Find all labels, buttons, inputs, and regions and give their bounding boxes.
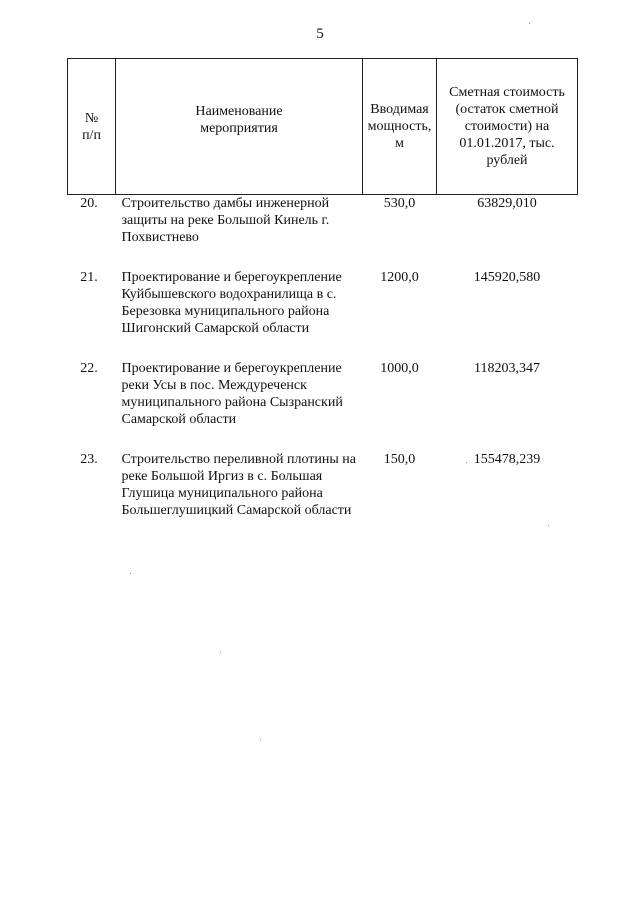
table-row — [68, 360, 578, 451]
row-number: 23. — [80, 452, 98, 467]
row-power: 1000,0 — [380, 361, 419, 376]
scan-speck — [220, 652, 221, 653]
page-number: 5 — [316, 26, 324, 42]
row-number: 21. — [80, 270, 98, 285]
scan-speck — [466, 462, 467, 463]
row-power: 530,0 — [383, 196, 416, 211]
row-cost: 63829,010 — [477, 196, 537, 211]
scan-speck — [130, 573, 131, 574]
table-row — [68, 451, 578, 542]
table-row — [68, 195, 578, 270]
header-name: Наименование мероприятия — [116, 59, 363, 195]
table-header — [68, 59, 578, 195]
scan-speck — [548, 525, 549, 526]
row-name: Проектирование и берегоукрепление Куйбышевского водохранилища в с. Березовка муниципального района Шигонский Самарской области — [121, 270, 342, 336]
scan-speck — [529, 23, 530, 24]
row-cost: 118203,347 — [474, 361, 540, 376]
header-num: № п/п — [68, 59, 116, 195]
header-power: Вводимая мощность, м — [363, 59, 437, 195]
row-power: 150,0 — [383, 452, 416, 467]
scan-speck — [260, 739, 261, 740]
row-number: 20. — [80, 196, 98, 211]
header-cost: Сметная стоимость (остаток сметной стоимости) на 01.01.2017, тыс. рублей — [437, 59, 578, 195]
row-cost: 155478,239 — [473, 452, 541, 467]
row-power: 1200,0 — [380, 270, 419, 285]
row-name: Строительство переливной плотины на реке Большой Иргиз в с. Большая Глушица муниципального района Большеглушицкий Самарской области — [121, 452, 356, 518]
row-number: 22. — [80, 361, 98, 376]
row-cost: 145920,580 — [473, 270, 541, 285]
row-name: Строительство дамбы инженерной защиты на реке Большой Кинель г. Похвистнево — [121, 196, 330, 245]
table-row — [68, 269, 578, 360]
measures-table — [67, 58, 578, 542]
row-name: Проектирование и берегоукрепление реки Усы в пос. Междуреченск муниципального района Сызранский Самарской области — [121, 361, 343, 427]
